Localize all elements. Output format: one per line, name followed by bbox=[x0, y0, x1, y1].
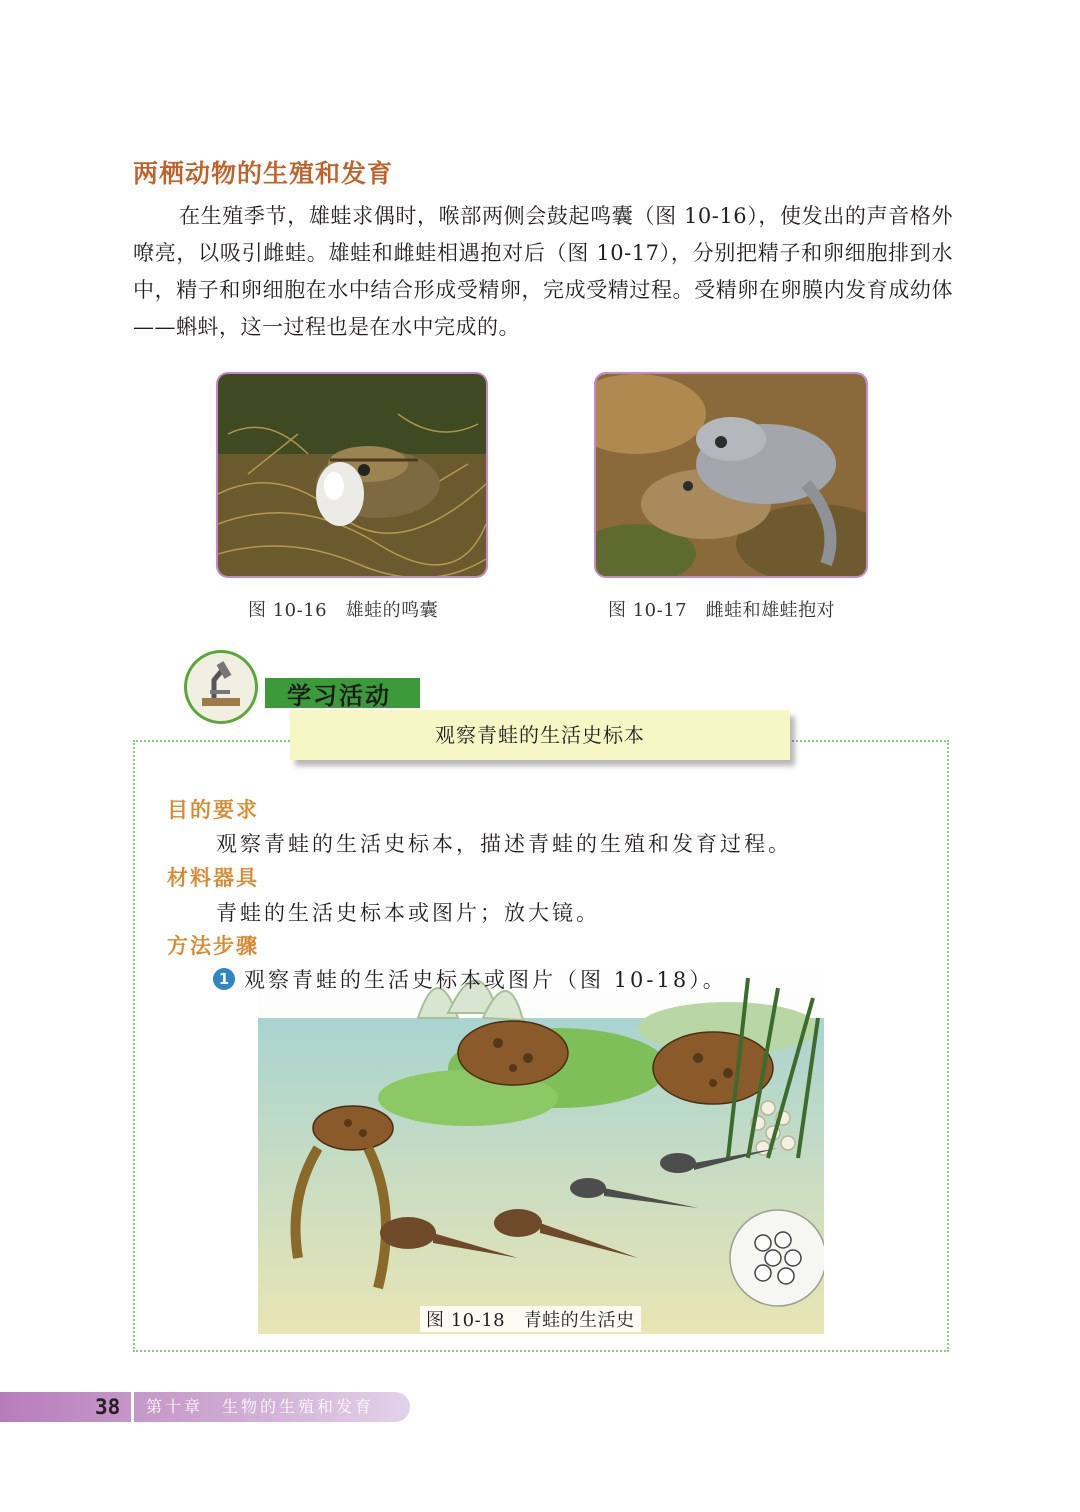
activity-title: 观察青蛙的生活史标本 bbox=[290, 710, 790, 760]
activity-label: 学习活动 bbox=[287, 682, 391, 710]
purpose-heading: 目的要求 bbox=[167, 798, 259, 822]
figure-10-17-photo bbox=[594, 372, 868, 578]
microscope-icon bbox=[184, 650, 258, 724]
section-title: 两栖动物的生殖和发育 bbox=[133, 159, 394, 188]
materials-heading: 材料器具 bbox=[167, 866, 259, 890]
step-1-text: 观察青蛙的生活史标本或图片（图 10-18）。 bbox=[244, 968, 727, 992]
activity-label-bar bbox=[265, 678, 420, 708]
materials-text: 青蛙的生活史标本或图片；放大镜。 bbox=[216, 901, 600, 925]
figure-10-18-illustration bbox=[258, 958, 824, 1334]
footer-separator bbox=[131, 1392, 134, 1422]
chapter-title: 第十章 生物的生殖和发育 bbox=[146, 1397, 375, 1416]
method-heading: 方法步骤 bbox=[167, 934, 259, 958]
figure-10-17-caption: 图 10-17 雌蛙和雄蛙抱对 bbox=[608, 600, 836, 621]
body-paragraph: 在生殖季节，雄蛙求偶时，喉部两侧会鼓起鸣囊（图 10-16），使发出的声音格外嘹亮，以吸引雌蛙。雄蛙和雌蛙相遇抱对后（图 10-17），分别把精子和卵细胞排到水中，精子和卵细胞在水中结合形成受精卵，完成受精过程。受精卵在卵膜内发育成幼体——蝌蚪，这一过程也是在水中完成的。 bbox=[133, 204, 953, 339]
figure-10-16-photo bbox=[216, 372, 488, 578]
page-number: 38 bbox=[95, 1395, 121, 1419]
figure-10-18-caption: 图 10-18 青蛙的生活史 bbox=[420, 1306, 641, 1332]
purpose-text: 观察青蛙的生活史标本，描述青蛙的生殖和发育过程。 bbox=[216, 832, 792, 856]
figure-10-16-caption: 图 10-16 雄蛙的鸣囊 bbox=[248, 600, 439, 621]
step-1-number: 1 bbox=[213, 968, 235, 990]
